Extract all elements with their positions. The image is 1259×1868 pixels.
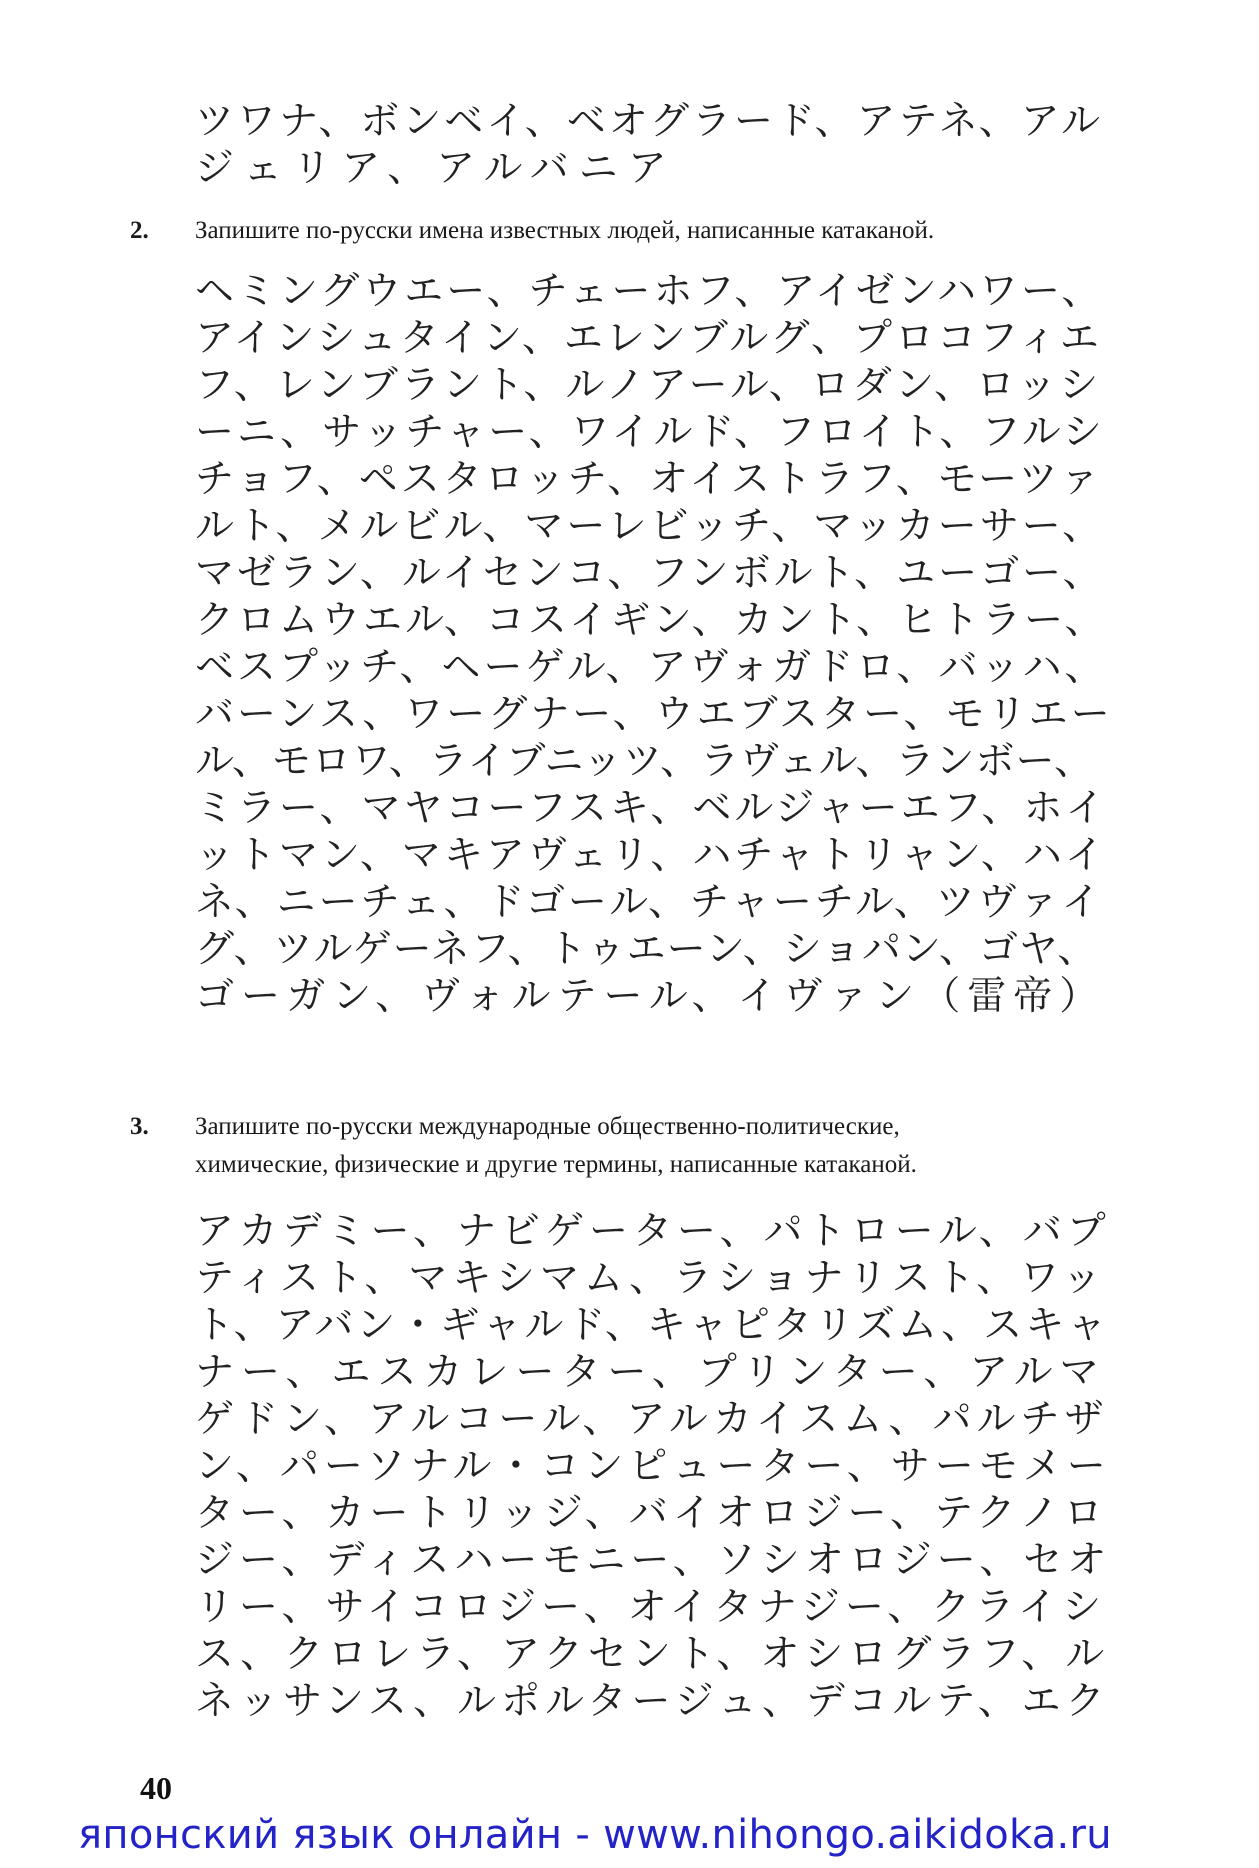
kana-line: ルト、メルビル、マーレビッチ、マッカーサー、 (195, 504, 1105, 549)
kana-line: ティスト、マキシマム、ラショナリスト、ワッ (195, 1256, 1107, 1301)
kana-line: ト、アバン・ギャルド、キャピタリズム、スキャ (195, 1303, 1110, 1348)
terms-block (195, 1208, 1115, 1725)
website-footer-link[interactable]: японский язык онлайн - www.nihongo.aikidoka.ru (78, 1812, 1112, 1858)
kana-line: ネッサンス、ルポルタージュ、デコルテ、エク (195, 1679, 1110, 1724)
kana-line: ベスプッチ、ヘーゲル、アヴォガドロ、バッハ、 (195, 645, 1107, 690)
exercise-number: 3. (130, 1113, 149, 1140)
kana-line: グ、ツルゲーネフ、トゥエーン、ショパン、ゴヤ、 (195, 927, 1098, 972)
famous-people-block (195, 268, 1115, 1020)
kana-line: ミラー、マヤコーフスキ、ベルジャーエフ、ホイ (195, 786, 1108, 831)
kana-line: リー、サイコロジー、オイタナジー、クライシ (195, 1585, 1107, 1630)
kana-line: ル、モロワ、ライブニッツ、ラヴェル、ランボー、 (195, 739, 1094, 784)
kana-line: ジー、ディスハーモニー、ソシオロジー、セオ (195, 1538, 1112, 1583)
kana-line: ヘミングウエー、チェーホフ、アイゼンハワー、 (195, 269, 1104, 314)
kana-line: アインシュタイン、エレンブルグ、プロコフィエ (195, 316, 1102, 361)
kana-line: ナー、エスカレーター、プリンター、アルマ (195, 1350, 1106, 1395)
exercise-number: 2. (130, 217, 149, 244)
kana-line: チョフ、ペスタロッチ、オイストラフ、モーツァ (195, 457, 1103, 502)
page-number: 40 (140, 1770, 172, 1806)
kana-line: マゼラン、ルイセンコ、フンボルト、ユーゴー、 (195, 551, 1105, 596)
instruction-line: химические, физические и другие термины, написанные катаканой. (195, 1151, 917, 1178)
kana-line: ゴーガン、ヴォルテール、イヴァン（雷帝） (195, 974, 1106, 1019)
exercise-3-instruction (130, 1108, 1140, 1184)
kana-line: ネ、ニーチェ、ドゴール、チャーチル、ツヴァイ (195, 880, 1104, 925)
exercise-2-instruction (130, 212, 1140, 250)
instruction-line: Запишите по-русски международные общественно-политические, (195, 1113, 900, 1140)
exercise-text (195, 212, 1140, 250)
kana-line: クロムウエル、コスイギン、カント、ヒトラー、 (195, 598, 1107, 643)
country-names-block (195, 98, 1115, 192)
kana-line: ツワナ、ボンベイ、ベオグラード、アテネ、アル (195, 99, 1104, 144)
kana-line: バーンス、ワーグナー、ウエブスター、モリエー (195, 692, 1113, 737)
kana-line: ター、カートリッジ、バイオロジー、テクノロ (195, 1491, 1108, 1536)
kana-line: ス、クロレラ、アクセント、オシログラフ、ル (195, 1632, 1110, 1677)
kana-line: フ、レンブラント、ルノアール、ロダン、ロッシ (195, 363, 1102, 408)
instruction-line: Запишите по-русски имена известных людей, написанные катаканой. (195, 217, 935, 244)
kana-line: ットマン、マキアヴェリ、ハチャトリャン、ハイ (195, 833, 1107, 878)
kana-line: ーニ、サッチャー、ワイルド、フロイト、フルシ (195, 410, 1105, 455)
kana-line: ゲドン、アルコール、アルカイスム、パルチザ (195, 1397, 1109, 1442)
exercise-text (195, 1108, 1140, 1184)
kana-line: ン、パーソナル・コンピューター、サーモメー (195, 1444, 1111, 1489)
kana-line: ジェリア、アルバニア (195, 146, 677, 191)
kana-line: アカデミー、ナビゲーター、パトロール、バプ (195, 1209, 1111, 1254)
